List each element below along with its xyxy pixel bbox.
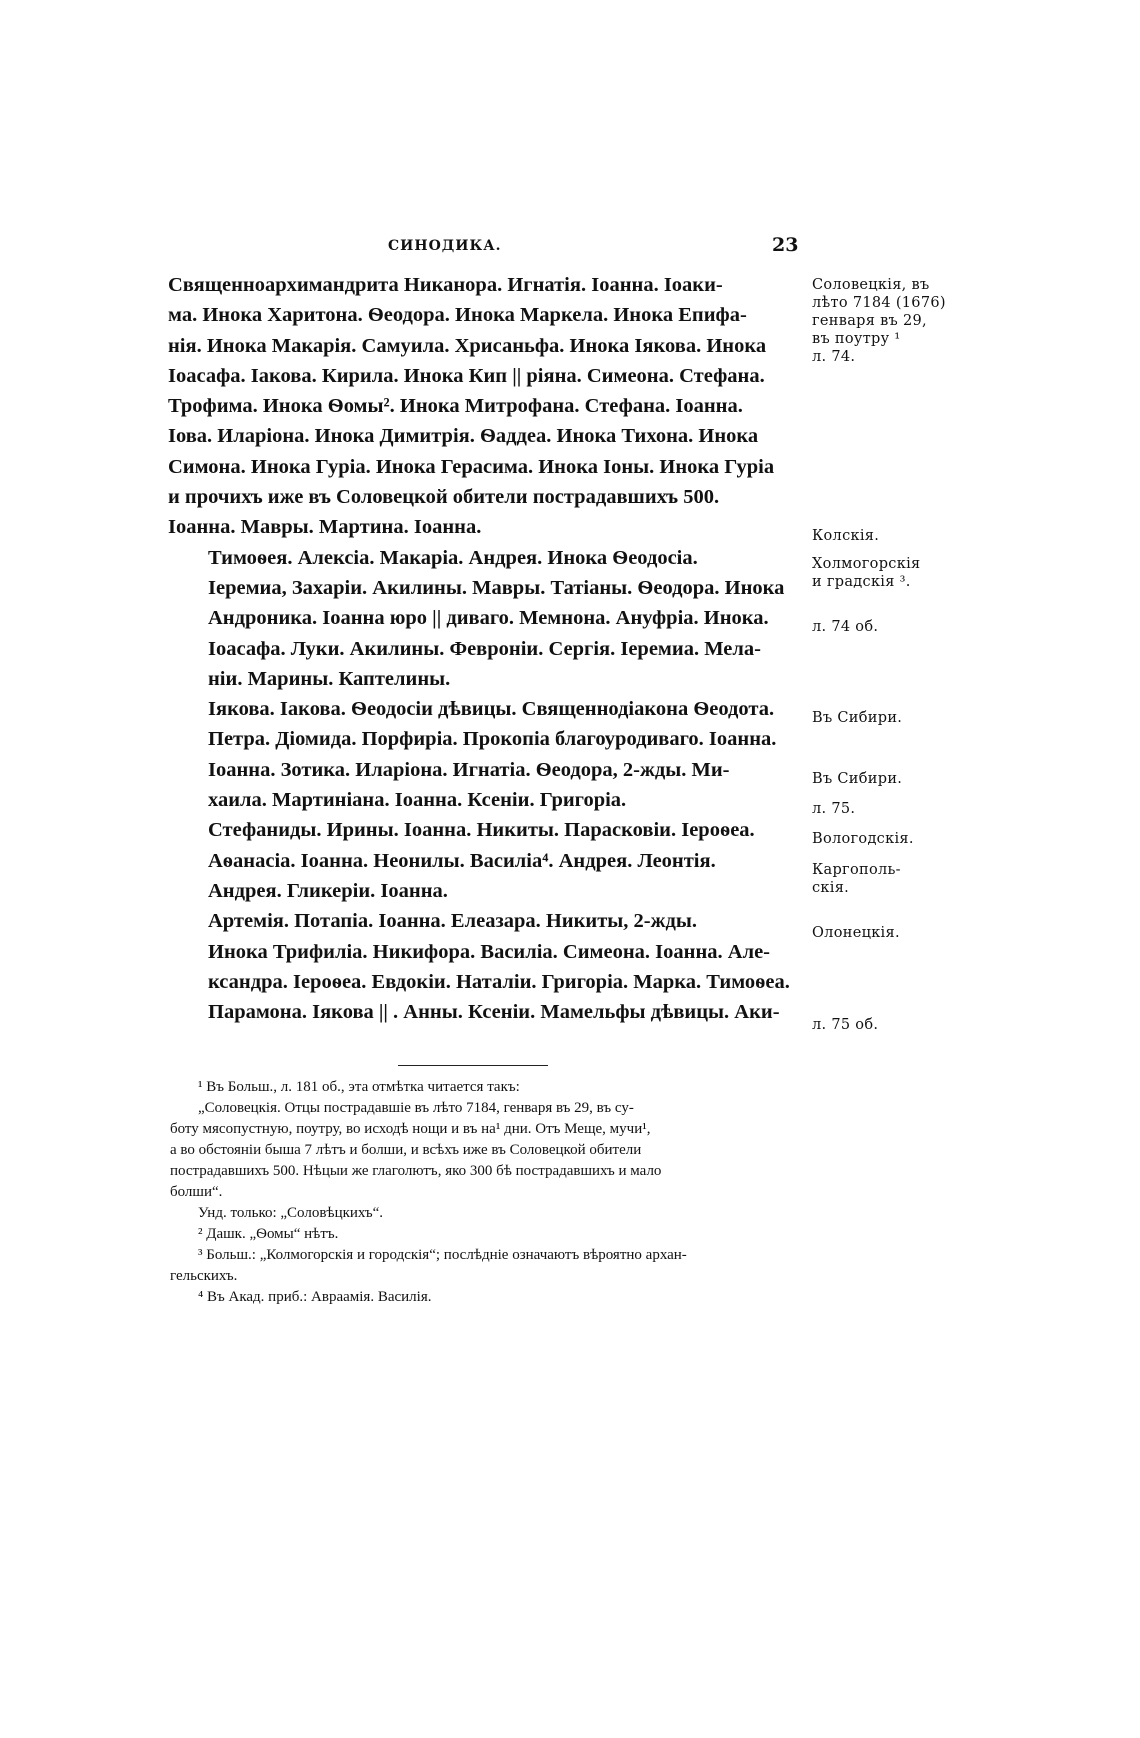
- text-line: Іоасафа. Луки. Акилины. Февроніи. Сергія. Іеремиа. Мела-: [208, 637, 761, 660]
- page-header: [388, 234, 828, 256]
- footnote-line: ⁴ Въ Акад. приб.: Авраамія. Василія.: [198, 1289, 432, 1305]
- text-line: ксандра. Іероѳеа. Евдокіи. Наталіи. Григоріа. Марка. Тимоѳеа.: [208, 970, 790, 993]
- text-line: Іоанна. Мавры. Мартина. Іоанна.: [168, 516, 482, 539]
- footnote-line: боту мясопустную, поутру, во исходѣ нощи и въ на¹ дни. Отъ Меще, мучи¹,: [170, 1121, 651, 1137]
- margin-note: [812, 1016, 977, 1034]
- main-text: [168, 270, 808, 1027]
- text-line: Андрея. Гликеріи. Іоанна.: [208, 879, 448, 902]
- footnote-line: ³ Больш.: „Колмогорскія и городскія“; послѣдніе означаютъ вѣроятно архан-: [198, 1247, 687, 1263]
- margin-note-line: лѣто 7184 (1676): [812, 295, 946, 311]
- footnote-line: а во обстояніи быша 7 лѣтъ и болши, и всѣхъ иже въ Соловецкой обители: [170, 1142, 642, 1158]
- margin-note: [812, 276, 977, 366]
- margin-note-line: и градскія ³.: [812, 574, 911, 590]
- text-line: Тимоѳея. Алексіа. Макаріа. Андрея. Инока Ѳеодосіа.: [208, 546, 698, 569]
- text-line: Петра. Діомида. Порфиріа. Прокопіа благоуродиваго. Іоанна.: [208, 728, 777, 751]
- margin-note-line: Въ Сибири.: [812, 771, 903, 787]
- page-number: 23: [772, 234, 799, 256]
- margin-note-line: л. 74.: [812, 349, 856, 365]
- footnote-line: пострадавшихъ 500. Нѣцыи же глаголютъ, яко 300 бѣ пострадавшихъ и мало: [170, 1163, 662, 1179]
- margin-note: [812, 861, 977, 897]
- paragraph: [168, 512, 808, 542]
- footnote-line: „Соловецкія. Отцы пострадавшіе въ лѣто 7184, генваря въ 29, въ су-: [198, 1100, 634, 1116]
- margin-note-line: въ поутру ¹: [812, 331, 901, 347]
- margin-note-line: скія.: [812, 880, 850, 896]
- margin-note: [812, 555, 977, 591]
- paragraph: [168, 270, 808, 512]
- text-line: Іеремиа, Захаріи. Акилины. Мавры. Татіаны. Ѳеодора. Инока: [208, 576, 785, 599]
- footnote-line: Унд. только: „Соловѣцкихъ“.: [198, 1205, 384, 1221]
- margin-note: [812, 924, 977, 942]
- paragraph: [168, 815, 808, 845]
- text-line: Іякова. Іакова. Ѳеодосіи дѣвицы. Священнодіакона Ѳеодота.: [208, 698, 775, 721]
- margin-note-line: Въ Сибири.: [812, 710, 903, 726]
- text-line: ма. Инока Харитона. Ѳеодора. Инока Маркела. Инока Епифа-: [168, 304, 747, 327]
- text-line: Артемія. Потапіа. Іоанна. Елеазара. Никиты, 2-жды.: [208, 910, 697, 933]
- text-line: нія. Инока Макарія. Самуила. Хрисаньфа. Инока Іякова. Инока: [168, 334, 767, 357]
- margin-note-line: л. 75 об.: [812, 1017, 879, 1033]
- paragraph: [168, 906, 808, 1027]
- margin-note-line: Соловецкія, въ: [812, 277, 930, 293]
- text-line: Инока Трифиліа. Никифора. Василіа. Симеона. Іоанна. Але-: [208, 940, 770, 963]
- text-line: Аѳанасіа. Іоанна. Неонилы. Василіа⁴. Андрея. Леонтія.: [208, 849, 716, 872]
- margin-note: [812, 830, 977, 848]
- margin-note: [812, 709, 977, 727]
- margin-note-line: Колскія.: [812, 528, 880, 544]
- text-line: Іоасафа. Іакова. Кирила. Инока Кип || ріяна. Симеона. Стефана.: [168, 364, 765, 387]
- margin-note: [812, 800, 977, 818]
- text-line: Священноархимандрита Никанора. Игнатія. Іоанна. Іоаки-: [168, 274, 723, 296]
- margin-note-line: Олонецкія.: [812, 925, 900, 941]
- text-line: Трофима. Инока Ѳомы². Инока Митрофана. Стефана. Іоанна.: [168, 395, 743, 418]
- footnote-line: болши“.: [170, 1184, 223, 1200]
- margin-note-line: л. 75.: [812, 801, 856, 817]
- margin-note-line: Холмогорскія: [812, 556, 921, 572]
- text-line: Іоанна. Зотика. Иларіона. Игнатіа. Ѳеодора, 2-жды. Ми-: [208, 758, 730, 781]
- footnotes: [170, 1077, 810, 1308]
- text-line: Парамона. Іякова || . Анны. Ксеніи. Мамельфы дѣвицы. Аки-: [208, 1001, 780, 1024]
- paragraph: [168, 543, 808, 694]
- footnote-divider: [398, 1065, 548, 1066]
- margin-note: [812, 527, 977, 545]
- margin-note-line: генваря въ 29,: [812, 313, 927, 329]
- footnote-line: гельскихъ.: [170, 1268, 238, 1284]
- footnote-line: ² Дашк. „Ѳомы“ нѣтъ.: [198, 1226, 339, 1242]
- text-line: ніи. Марины. Каптелины.: [208, 667, 451, 690]
- text-line: и прочихъ иже въ Соловецкой обители пострадавшихъ 500.: [168, 486, 720, 509]
- running-title: СИНОДИКА.: [388, 238, 502, 254]
- margin-note-line: Вологодскія.: [812, 831, 914, 847]
- paragraph: [168, 755, 808, 816]
- text-line: Андроника. Іоанна юро || диваго. Мемнона. Ануфріа. Инока.: [208, 607, 769, 630]
- margin-note-line: л. 74 об.: [812, 619, 879, 635]
- margin-note-line: Каргополь-: [812, 862, 901, 878]
- text-line: Стефаниды. Ирины. Іоанна. Никиты. Парасковіи. Іероѳеа.: [208, 819, 755, 842]
- paragraph: [168, 694, 808, 755]
- text-line: Іова. Иларіона. Инока Димитрія. Ѳаддеа. Инока Тихона. Инока: [168, 425, 759, 448]
- text-line: Симона. Инока Гуріа. Инока Герасима. Инока Іоны. Инока Гуріа: [168, 455, 775, 478]
- margin-note: [812, 618, 977, 636]
- text-line: хаила. Мартиніана. Іоанна. Ксеніи. Григоріа.: [208, 789, 627, 812]
- paragraph: [168, 846, 808, 907]
- margin-note: [812, 770, 977, 788]
- footnote-line: ¹ Въ Больш., л. 181 об., эта отмѣтка читается такъ:: [198, 1079, 520, 1095]
